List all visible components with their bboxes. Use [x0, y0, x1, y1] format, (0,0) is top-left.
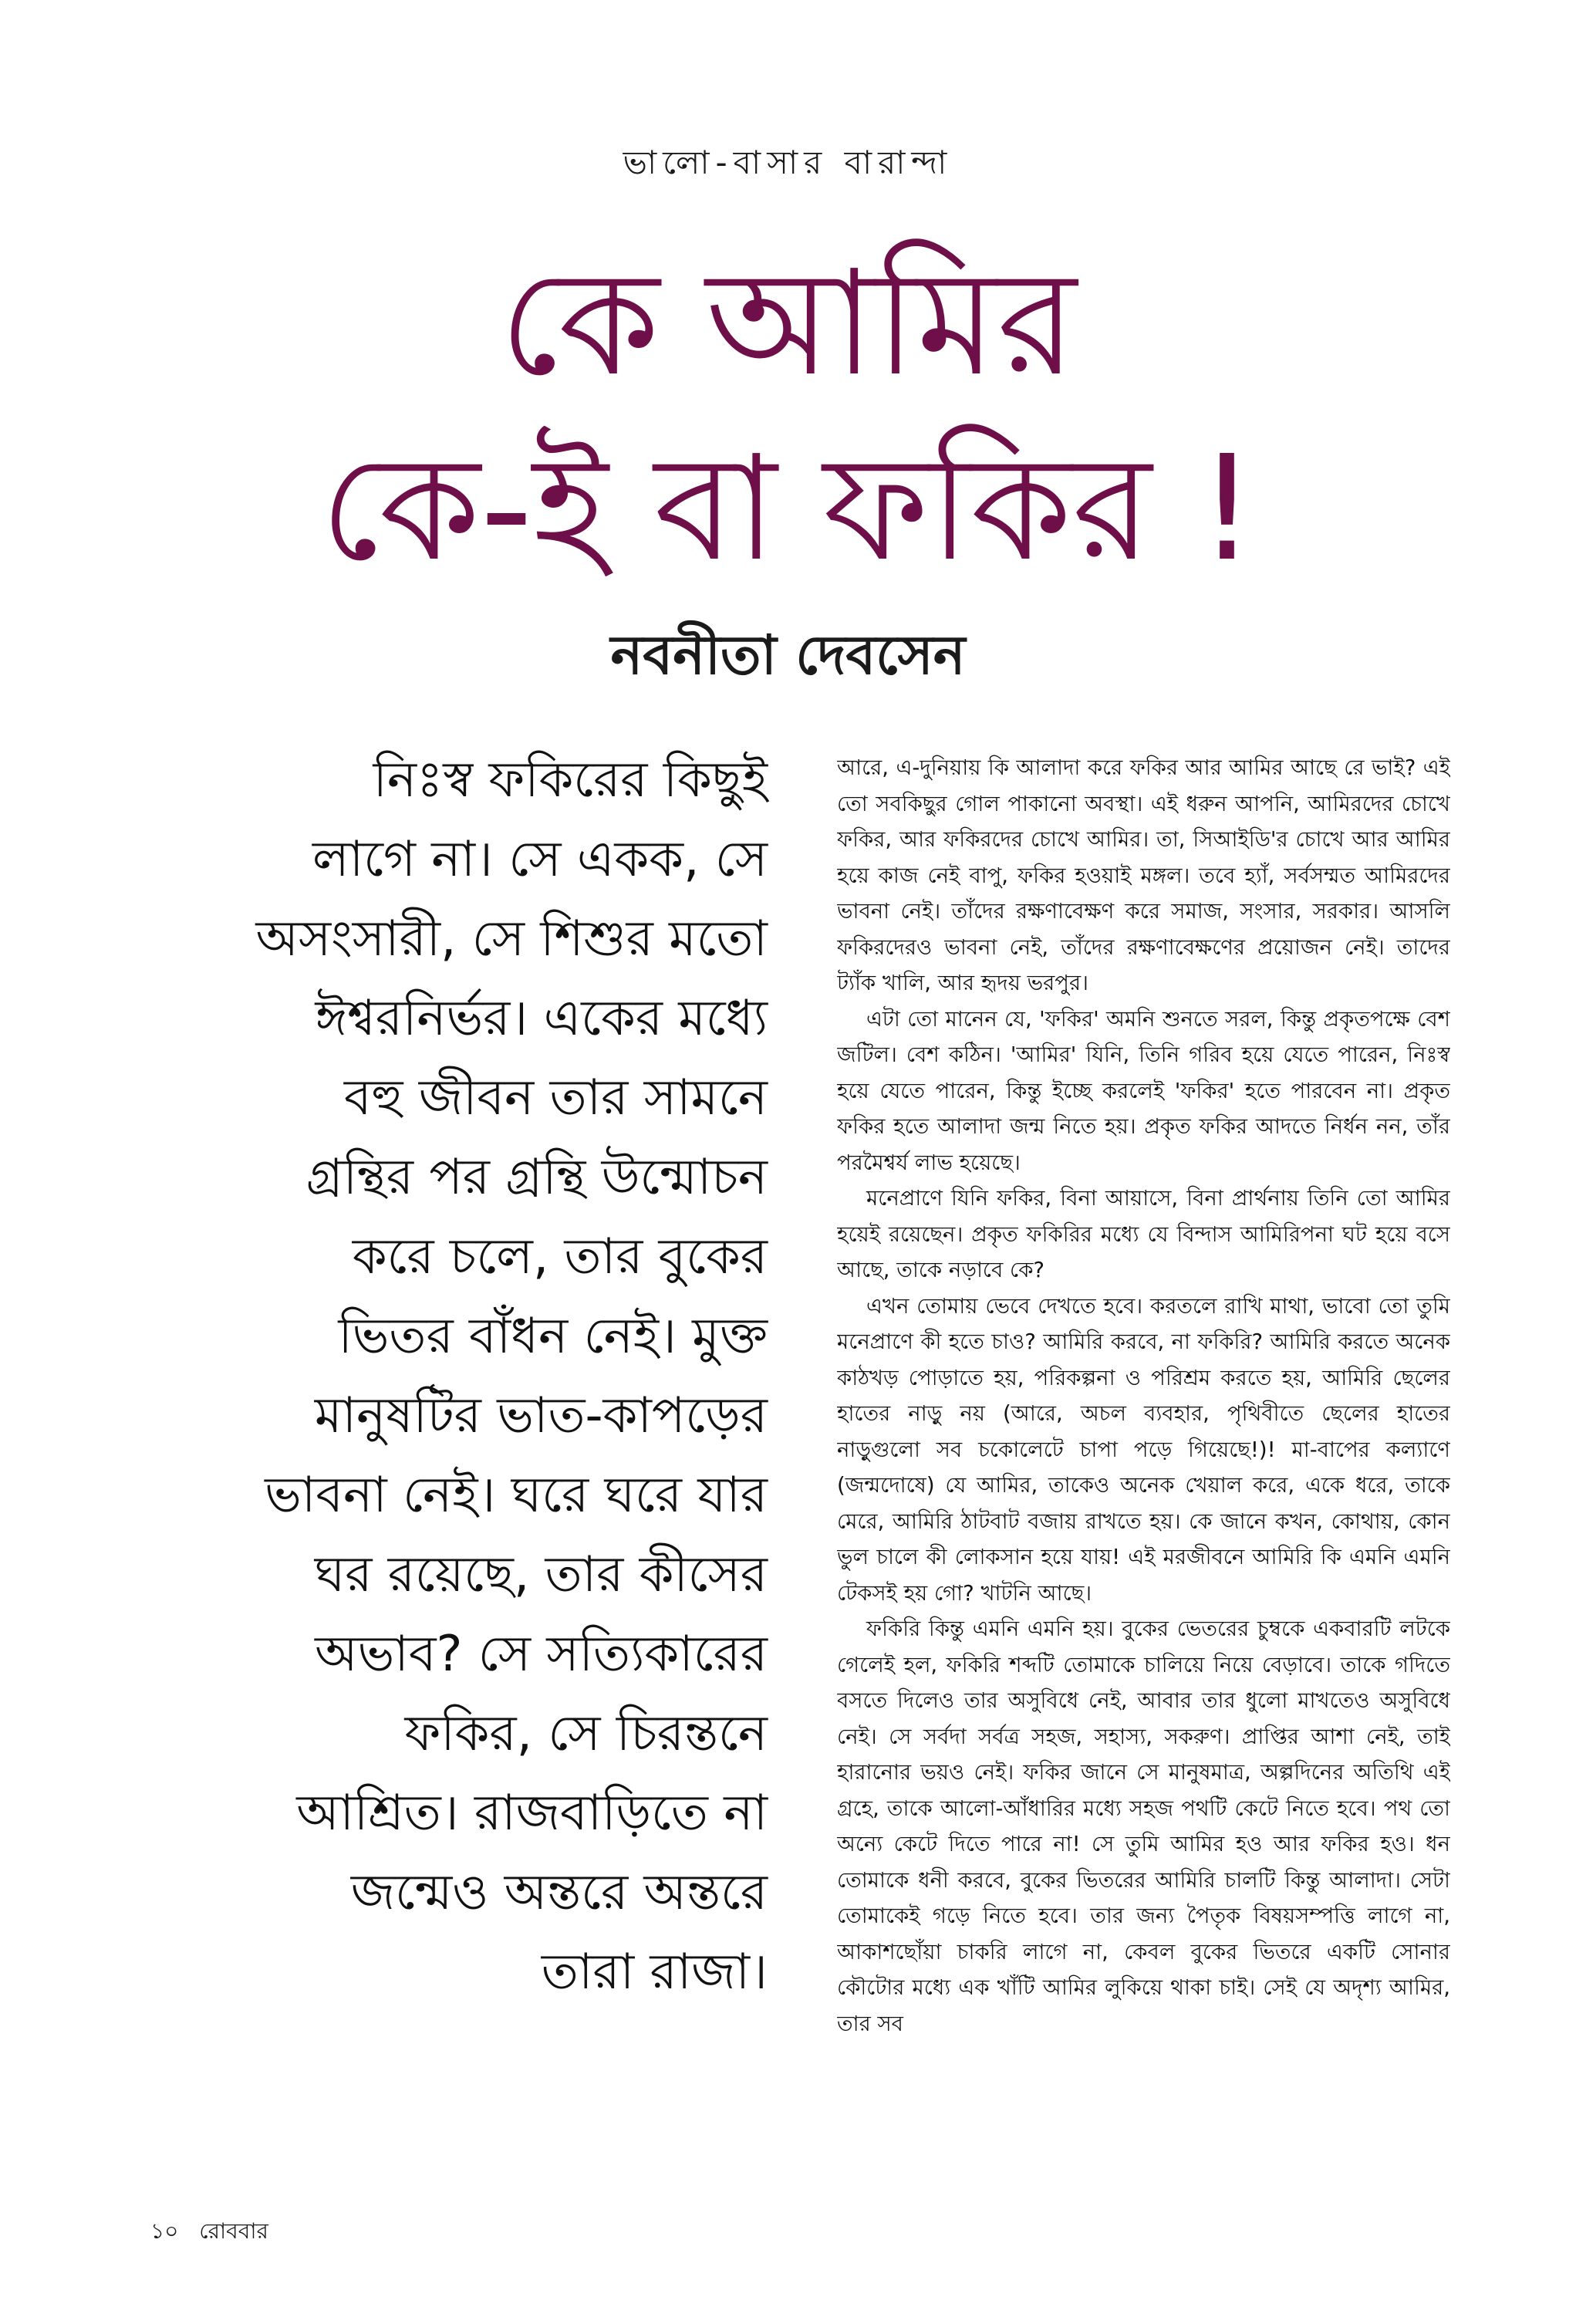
article-body: [837, 750, 1450, 2042]
author-byline: নবনীতা দেবসেন: [610, 623, 966, 687]
body-paragraph: এখন তোমায় ভেবে দেখতে হবে। করতলে রাখি মাথা, ভাবো তো তুমি মনেপ্রাণে কী হতে চাও? আমিরি করবে, না ফকিরি? আমিরি করতে অনেক কাঠখড় পোড়াতে হয়, পরিকল্পনা ও পরিশ্রম করতে হয়, আমিরি ছেলের হাতের নাড়ু নয় (আরে, অচল ব্যবহার, পৃথিবীতে ছেলের হাতের নাড়ুগুলো সব চকোলেটে চাপা পড়ে গিয়েছে!)! মা-বাপের কল্যাণে (জন্মদোষে) যে আমির, তাকেও অনেক খেয়াল করে, একে ধরে, তাকে মেরে, আমিরি ঠাটবাট বজায় রাখতে হয়। কে জানে কখন, কোথায়, কোন ভুল চালে কী লোকসান হয়ে যায়! এই মরজীবনে আমিরি কি এমনি এমনি টেকসই হয় গো? খাটনি আছে।: [837, 1293, 1450, 1606]
headline-line-1: কে আমির: [499, 239, 1077, 408]
body-paragraph: ফকিরি কিন্তু এমনি এমনি হয়। বুকের ভেতরের চুম্বকে একবারটি লটকে গেলেই হল, ফকিরি শব্দটি তোমাকে চালিয়ে নিয়ে বেড়াবে। তাকে গদিতে বসতে দিলেও তার অসুবিধে নেই, আবার তার ধুলো মাখতেও অসুবিধে নেই। সে সর্বদা সর্বত্র সহজ, সহাস্য, সকরুণ। প্রাপ্তির আশা নেই, তাই হারানোর ভয়ও নেই। ফকির জানে সে মানুষমাত্র, অল্পদিনের অতিথি এই গ্রহে, তাকে আলো-আঁধারির মধ্যে সহজ পথটি কেটে নিতে হবে। পথ তো অন্যে কেটে দিতে পারে না! সে তুমি আমির হও আর ফকির হও। ধন তোমাকে ধনী করবে, বুকের ভিতরের আমিরি চালটি কিন্তু আলাদা। সেটা তোমাকেই গড়ে নিতে হবে। তার জন্য পৈতৃক বিষয়সম্পত্তি লাগে না, আকাশছোঁয়া চাকরি লাগে না, কেবল বুকের ভিতরে একটি সোনার কৌটোর মধ্যে এক খাঁটি আমির লুকিয়ে থাকা চাই। সেই যে অদৃশ্য আমির, তার সব: [837, 1616, 1450, 2036]
pull-quote-line: জন্মেও অন্তরে অন্তরে: [350, 1864, 768, 1921]
pull-quote-line: অভাব? সে সত্যিকারের: [315, 1626, 768, 1683]
pull-quote-line: করে চলে, তার বুকের: [352, 1228, 768, 1285]
pull-quote-line: ভাবনা নেই। ঘরে ঘরে যার: [265, 1467, 768, 1524]
publication-name: রোববার: [199, 2218, 268, 2244]
pull-quote-line: ফকির, সে চিরন্তনে: [404, 1705, 768, 1762]
pull-quote-line: গ্রন্থির পর গ্রন্থি উন্মোচন: [305, 1149, 768, 1206]
pull-quote-line: ভিতর বাঁধন নেই। মুক্ত: [338, 1308, 768, 1365]
pull-quote-line: নিঃস্ব ফকিরের কিছুই: [373, 752, 768, 809]
headline-line-2: কে-ই বা ফকির !: [319, 424, 1257, 593]
body-paragraph: আরে, এ-দুনিয়ায় কি আলাদা করে ফকির আর আমির আছে রে ভাই? এই তো সবকিছুর গোল পাকানো অবস্থা। এই ধরুন আপনি, আমিরদের চোখে ফকির, আর ফকিরদের চোখে আমির। তা, সিআইডি'র চোখে আর আমির হয়ে কাজ নেই বাপু, ফকির হওয়াই মঙ্গল। তবে হ্যাঁ, সর্বসম্মত আমিরদের ভাবনা নেই। তাঁদের রক্ষণাবেক্ষণ করে সমাজ, সংসার, সরকার। আসলি ফকিরদেরও ভাবনা নেই, তাঁদের রক্ষণাবেক্ষণের প্রয়োজন নেই। তাদের ট্যাঁক খালি, আর হৃদয় ভরপুর।: [837, 755, 1450, 995]
page-footer: [150, 2214, 268, 2251]
body-paragraph: মনেপ্রাণে যিনি ফকির, বিনা আয়াসে, বিনা প্রার্থনায় তিনি তো আমির হয়েই রয়েছেন। প্রকৃত ফকিরির মধ্যে যে বিন্দাস আমিরিপনা ঘট হয়ে বসে আছে, তাকে নড়াবে কে?: [837, 1186, 1450, 1282]
section-label: ভালো-বাসার বারান্দা: [623, 144, 953, 181]
pull-quote-line: মানুষটির ভাত-কাপড়ের: [314, 1387, 768, 1444]
pull-quote-line: ঘর রয়েছে, তার কীসের: [314, 1546, 768, 1603]
pull-quote-line: ঈশ্বরনির্ভর। একের মধ্যে: [315, 990, 768, 1047]
pull-quote-line: তারা রাজা।: [541, 1944, 768, 2001]
pull-quote-line: অসংসারী, সে শিশুর মতো: [255, 910, 768, 968]
pull-quote-line: আশ্রিত। রাজবাড়িতে না: [296, 1785, 768, 1842]
body-paragraph: এটা তো মানেন যে, 'ফকির' অমনি শুনতে সরল, কিন্তু প্রকৃতপক্ষে বেশ জটিল। বেশ কঠিন। 'আমির' যিনি, তিনি গরিব হয়ে যেতে পারেন, নিঃস্ব হয়ে যেতে পারেন, কিন্তু ইচ্ছে করলেই 'ফকির' হতে পারবেন না। প্রকৃত ফকির হতে আলাদা জন্ম নিতে হয়। প্রকৃত ফকির আদতে নির্ধন নন, তাঁর পরমৈশ্বর্য লাভ হয়েছে।: [837, 1006, 1450, 1175]
pull-quote: [162, 741, 768, 2012]
headline: [0, 231, 1576, 602]
pull-quote-line: বহু জীবন তার সামনে: [344, 1069, 768, 1127]
page-number: ১০: [150, 2218, 179, 2244]
pull-quote-line: লাগে না। সে একক, সে: [312, 831, 768, 888]
